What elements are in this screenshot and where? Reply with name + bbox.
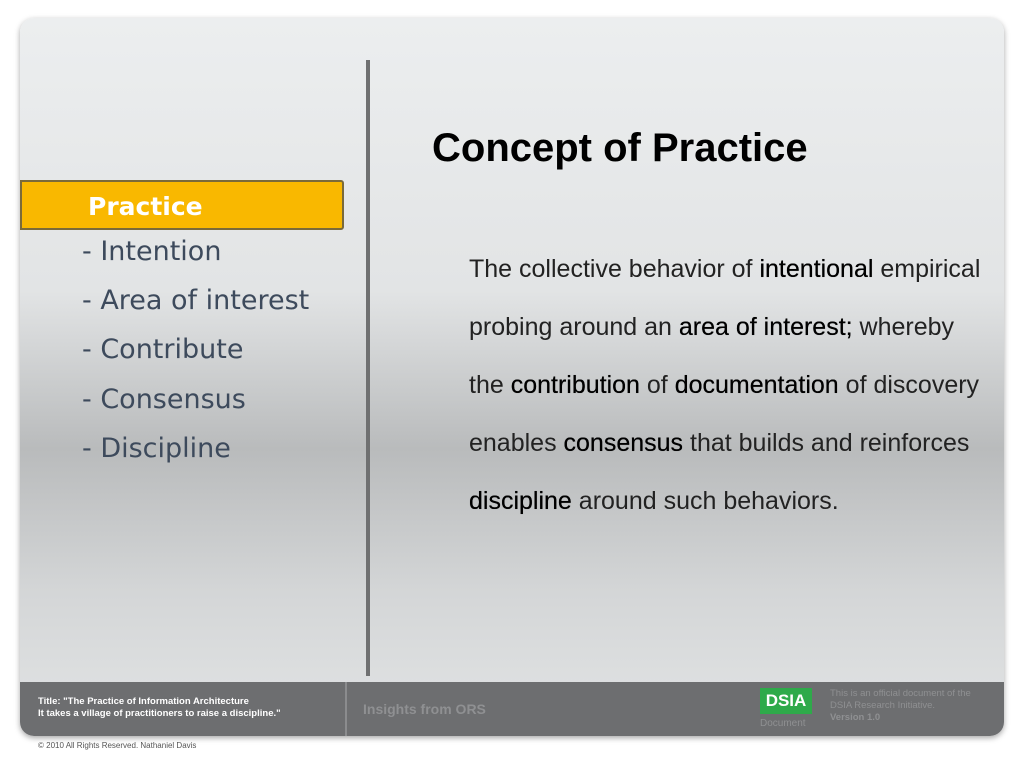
- footer-title: [38, 696, 281, 720]
- body-text-segment: around such behaviors.: [571, 487, 839, 515]
- nav-item-contribute[interactable]: - Contribute: [82, 334, 244, 365]
- footer-bar: [20, 682, 1004, 736]
- version-label: Version 1.0: [830, 712, 881, 723]
- slide-title: Concept of Practice: [432, 126, 808, 170]
- nav-item-area-of-interest[interactable]: - Area of interest: [82, 285, 310, 316]
- nav-item-label: Practice: [88, 192, 203, 221]
- body-text-segment: of discovery enables: [469, 371, 980, 457]
- body-text-segment: The collective behavior of: [469, 255, 760, 283]
- nav-item-practice-active[interactable]: [20, 180, 344, 230]
- dsia-logo: DSIA: [760, 688, 812, 714]
- dsia-logo-subtitle: Document: [760, 718, 806, 729]
- body-text-segment: that builds and reinforces: [683, 429, 970, 457]
- nav-item-discipline[interactable]: - Discipline: [82, 433, 231, 464]
- official-line2: DSIA Research Initiative.: [830, 700, 936, 711]
- footer-separator: [345, 682, 347, 736]
- official-line1: This is an official document of the: [830, 688, 971, 699]
- footer-title-line1: Title: "The Practice of Information Architecture: [38, 696, 249, 707]
- definition-paragraph: [469, 240, 989, 530]
- keyword-term: contribution: [510, 371, 640, 399]
- footer-title-line2: It takes a village of practitioners to raise a discipline.": [38, 708, 281, 719]
- keyword-term: documentation: [674, 371, 839, 399]
- keyword-term: discipline: [469, 487, 572, 515]
- nav-item-intention[interactable]: - Intention: [82, 236, 222, 267]
- body-text-segment: whereby the: [469, 313, 955, 399]
- body-text-segment: of: [639, 371, 675, 399]
- keyword-term: consensus: [563, 429, 684, 457]
- slide-frame: [20, 18, 1004, 736]
- copyright-notice: © 2010 All Rights Reserved. Nathaniel Davis: [38, 741, 197, 750]
- keyword-term: intentional: [759, 255, 874, 283]
- vertical-divider: [366, 60, 370, 676]
- nav-item-consensus[interactable]: - Consensus: [82, 384, 246, 415]
- footer-insights-label: Insights from ORS: [363, 701, 486, 717]
- footer-official-note: [830, 688, 1000, 724]
- keyword-term: area of interest;: [678, 313, 853, 341]
- body-text-segment: empirical probing around an: [469, 255, 981, 341]
